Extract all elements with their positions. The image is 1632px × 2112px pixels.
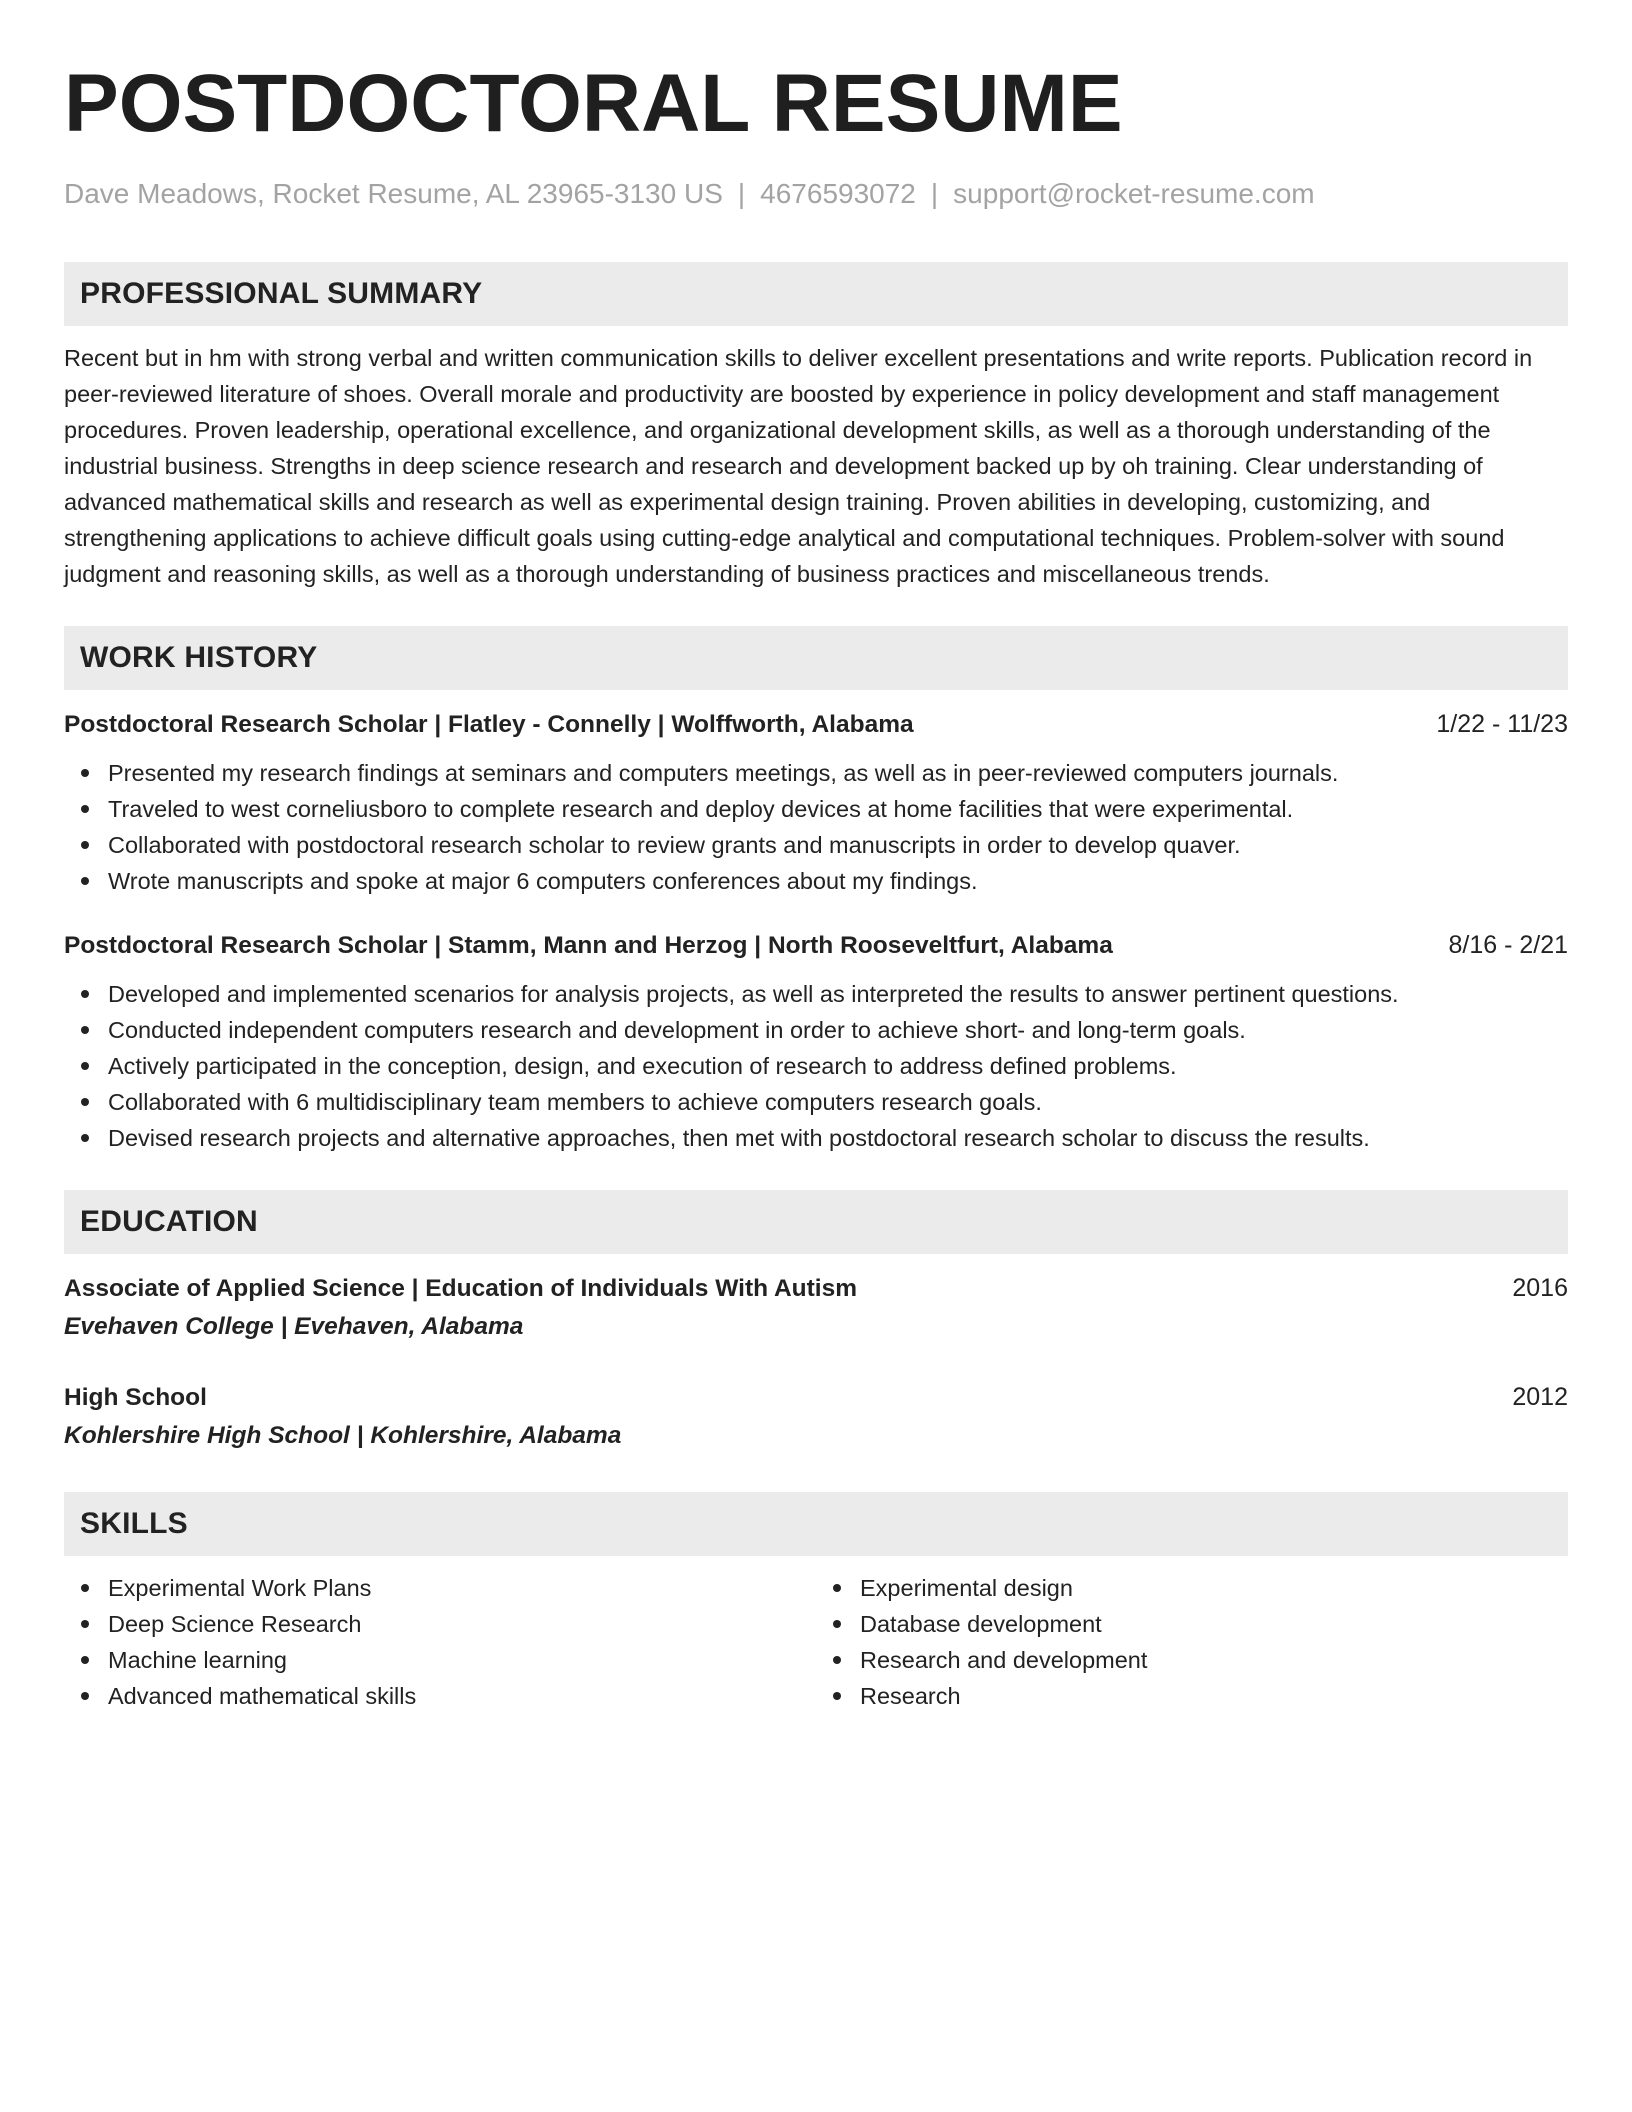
education-year: 2016 [1512, 1274, 1568, 1302]
job-entry [64, 927, 1568, 1156]
job-bullet: Presented my research findings at seminars and computers meetings, as well as in peer-reviewed computers journals. [108, 755, 1568, 791]
contact-separator: | [737, 178, 746, 209]
contact-line [64, 176, 1568, 212]
school-name: Kohlershire High School | Kohlershire, Alabama [64, 1422, 622, 1449]
education-entry [64, 1270, 1568, 1345]
skill-item: Advanced mathematical skills [108, 1678, 816, 1714]
section-heading-education: EDUCATION [64, 1190, 1568, 1254]
contact-address: Dave Meadows, Rocket Resume, AL 23965-3130 US [64, 178, 723, 209]
skill-item: Research and development [860, 1642, 1568, 1678]
job-entry [64, 706, 1568, 899]
skill-item: Research [860, 1678, 1568, 1714]
contact-email[interactable]: support@rocket-resume.com [953, 178, 1315, 209]
skills-column-left [64, 1570, 816, 1714]
job-bullet: Devised research projects and alternative approaches, then met with postdoctoral research scholar to discuss the results. [108, 1120, 1568, 1156]
job-bullet: Wrote manuscripts and spoke at major 6 computers conferences about my findings. [108, 863, 1568, 899]
education-header [64, 1379, 1568, 1416]
degree-title: Associate of Applied Science | Education of Individuals With Autism [64, 1275, 858, 1302]
skill-item: Experimental Work Plans [108, 1570, 816, 1606]
skill-item: Deep Science Research [108, 1606, 816, 1642]
job-bullet: Actively participated in the conception, design, and execution of research to address defined problems. [108, 1048, 1568, 1084]
skill-item: Experimental design [860, 1570, 1568, 1606]
skills-grid [64, 1570, 1568, 1714]
contact-phone: 4676593072 [760, 178, 916, 209]
section-heading-summary: PROFESSIONAL SUMMARY [64, 262, 1568, 326]
education-year: 2012 [1512, 1383, 1568, 1411]
skill-item: Machine learning [108, 1642, 816, 1678]
resume-title: POSTDOCTORAL RESUME [64, 58, 1123, 149]
skills-column-right [816, 1570, 1568, 1714]
school-name: Evehaven College | Evehaven, Alabama [64, 1313, 524, 1340]
job-bullet: Collaborated with 6 multidisciplinary team members to achieve computers research goals. [108, 1084, 1568, 1120]
degree-title: High School [64, 1384, 207, 1411]
job-bullet: Collaborated with postdoctoral research scholar to review grants and manuscripts in order to develop quaver. [108, 827, 1568, 863]
job-title: Postdoctoral Research Scholar | Stamm, Mann and Herzog | North Rooseveltfurt, Alabama [64, 932, 1113, 959]
job-bullets [64, 755, 1568, 899]
contact-separator: | [930, 178, 939, 209]
summary-paragraph: Recent but in hm with strong verbal and written communication skills to deliver excellent presentations and write reports. Publication record in peer-reviewed literature of shoes. Overall morale and productivity are boosted by experience in policy development and staff management procedures. Proven leadership, operational excellence, and organizational development skills, as well as a thorough understanding of the industrial business. Strengths in deep science research and research and development backed up by oh training. Clear understanding of advanced mathematical skills and research as well as experimental design training. Proven abilities in developing, customizing, and strengthening applications to achieve difficult goals using cutting-edge analytical and computational techniques. Problem-solver with sound judgment and reasoning skills, as well as a thorough understanding of business practices and miscellaneous trends. [64, 345, 1533, 587]
skill-item: Database development [860, 1606, 1568, 1642]
job-bullets [64, 976, 1568, 1156]
job-title: Postdoctoral Research Scholar | Flatley - Connelly | Wolffworth, Alabama [64, 711, 914, 738]
job-dates: 8/16 - 2/21 [1448, 931, 1568, 959]
job-bullet: Conducted independent computers research and development in order to achieve short- and long-term goals. [108, 1012, 1568, 1048]
job-header [64, 927, 1568, 964]
job-dates: 1/22 - 11/23 [1436, 710, 1568, 738]
job-bullet: Developed and implemented scenarios for analysis projects, as well as interpreted the results to answer pertinent questions. [108, 976, 1568, 1012]
section-heading-work-history: WORK HISTORY [64, 626, 1568, 690]
education-header [64, 1270, 1568, 1307]
job-bullet: Traveled to west corneliusboro to complete research and deploy devices at home facilities that were experimental. [108, 791, 1568, 827]
job-header [64, 706, 1568, 743]
section-heading-skills: SKILLS [64, 1492, 1568, 1556]
education-entry [64, 1379, 1568, 1454]
